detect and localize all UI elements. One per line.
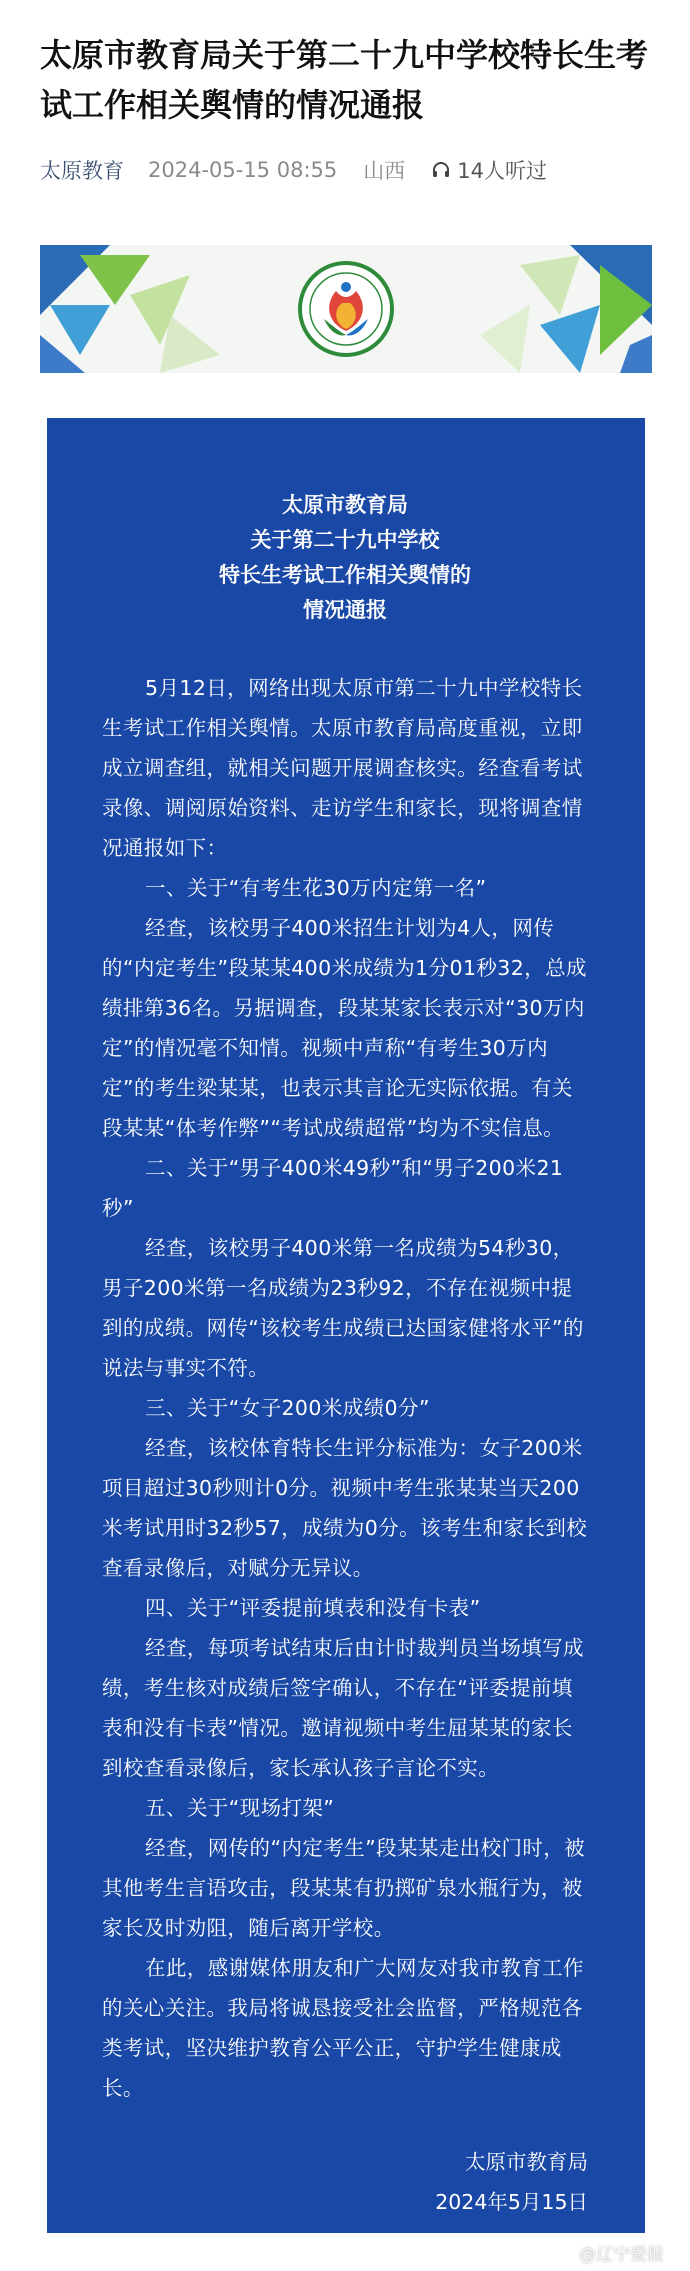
banner-deco-shape	[480, 305, 530, 373]
education-bureau-logo	[300, 263, 392, 355]
notice-paragraph: 经查，该校男子400米招生计划为4人，网传的“内定考生”段某某400米成绩为1分01秒32，总成绩排第36名。另据调查，段某某家长表示对“30万内定”的情况毫不知情。视频中声称“有考生30万内定”的考生梁某某，也表示其言论无实际依据。有关段某某“体考作弊”“考试成绩超常”均为不实信息。	[102, 916, 587, 1140]
section-heading: 五、关于“现场打架”	[145, 1796, 335, 1820]
section-heading: 三、关于“女子200米成绩0分”	[145, 1396, 430, 1420]
signature-date: 2024年5月15日	[435, 2190, 588, 2214]
notice-image	[47, 418, 645, 2233]
notice-signature	[102, 2142, 588, 2222]
section-heading: 二、关于“男子400米49秒”和“男子200米21秒”	[102, 1156, 564, 1220]
signature-org: 太原市教育局	[465, 2150, 588, 2174]
listen-count: 14人听过	[457, 159, 547, 183]
watermark-text: @辽宁爱报	[579, 2245, 664, 2265]
section-heading: 一、关于“有考生花30万内定第一名”	[145, 876, 487, 900]
banner-deco-shape	[620, 335, 652, 373]
header-banner	[40, 245, 652, 373]
article-meta	[40, 150, 660, 190]
notice-heading-line: 特长生考试工作相关舆情的	[219, 563, 471, 587]
article-title: 太原市教育局关于第二十九中学校特长生考试工作相关舆情的情况通报	[40, 36, 649, 124]
banner-deco-shape	[540, 305, 600, 373]
listen-button[interactable]	[431, 155, 547, 185]
notice-body	[102, 668, 588, 2108]
notice-heading-line: 太原市教育局	[282, 493, 408, 517]
notice-paragraph: 经查，该校体育特长生评分标准为：女子200米项目超过30秒则计0分。视频中考生张某某当天200米考试用时32秒57，成绩为0分。该考生和家长到校查看录像后，对赋分无异议。	[102, 1436, 588, 1580]
notice-paragraph: 在此，感谢媒体朋友和广大网友对我市教育工作的关心关注。我局将诚恳接受社会监督，严格规范各类考试，坚决维护教育公平公正，守护学生健康成长。	[102, 1956, 584, 2100]
notice-paragraph: 经查，每项考试结束后由计时裁判员当场填写成绩，考生核对成绩后签字确认，不存在“评委提前填表和没有卡表”情况。邀请视频中考生屈某某的家长到校查看录像后，家长承认孩子言论不实。	[102, 1636, 584, 1780]
headphones-icon	[431, 160, 451, 180]
source-account-link[interactable]: 太原教育	[40, 159, 124, 183]
notice-paragraph: 经查，该校男子400米第一名成绩为54秒30，男子200米第一名成绩为23秒92，不存在视频中提到的成绩。网传“该校考生成绩已达国家健将水平”的说法与事实不符。	[102, 1236, 584, 1380]
publish-time: 2024-05-15 08:55	[148, 158, 338, 182]
region-label: 山西	[363, 159, 406, 183]
notice-heading-line: 关于第二十九中学校	[250, 528, 440, 552]
weibo-icon	[556, 2244, 574, 2262]
notice-paragraph: 经查，网传的“内定考生”段某某走出校门时，被其他考生言语攻击，段某某有扔掷矿泉水瓶行为，被家长及时劝阻，随后离开学校。	[102, 1836, 586, 1940]
banner-deco-shape	[160, 315, 220, 373]
notice-paragraph: 5月12日，网络出现太原市第二十九中学校特长生考试工作相关舆情。太原市教育局高度重视，立即成立调查组，就相关问题开展调查核实。经查看考试录像、调阅原始资料、走访学生和家长，现将调查情况通报如下：	[102, 676, 583, 860]
notice-heading-line: 情况通报	[303, 598, 387, 622]
notice-heading	[102, 488, 588, 628]
section-heading: 四、关于“评委提前填表和没有卡表”	[145, 1596, 481, 1620]
watermark	[556, 2240, 664, 2265]
banner-deco-shape	[50, 305, 110, 355]
